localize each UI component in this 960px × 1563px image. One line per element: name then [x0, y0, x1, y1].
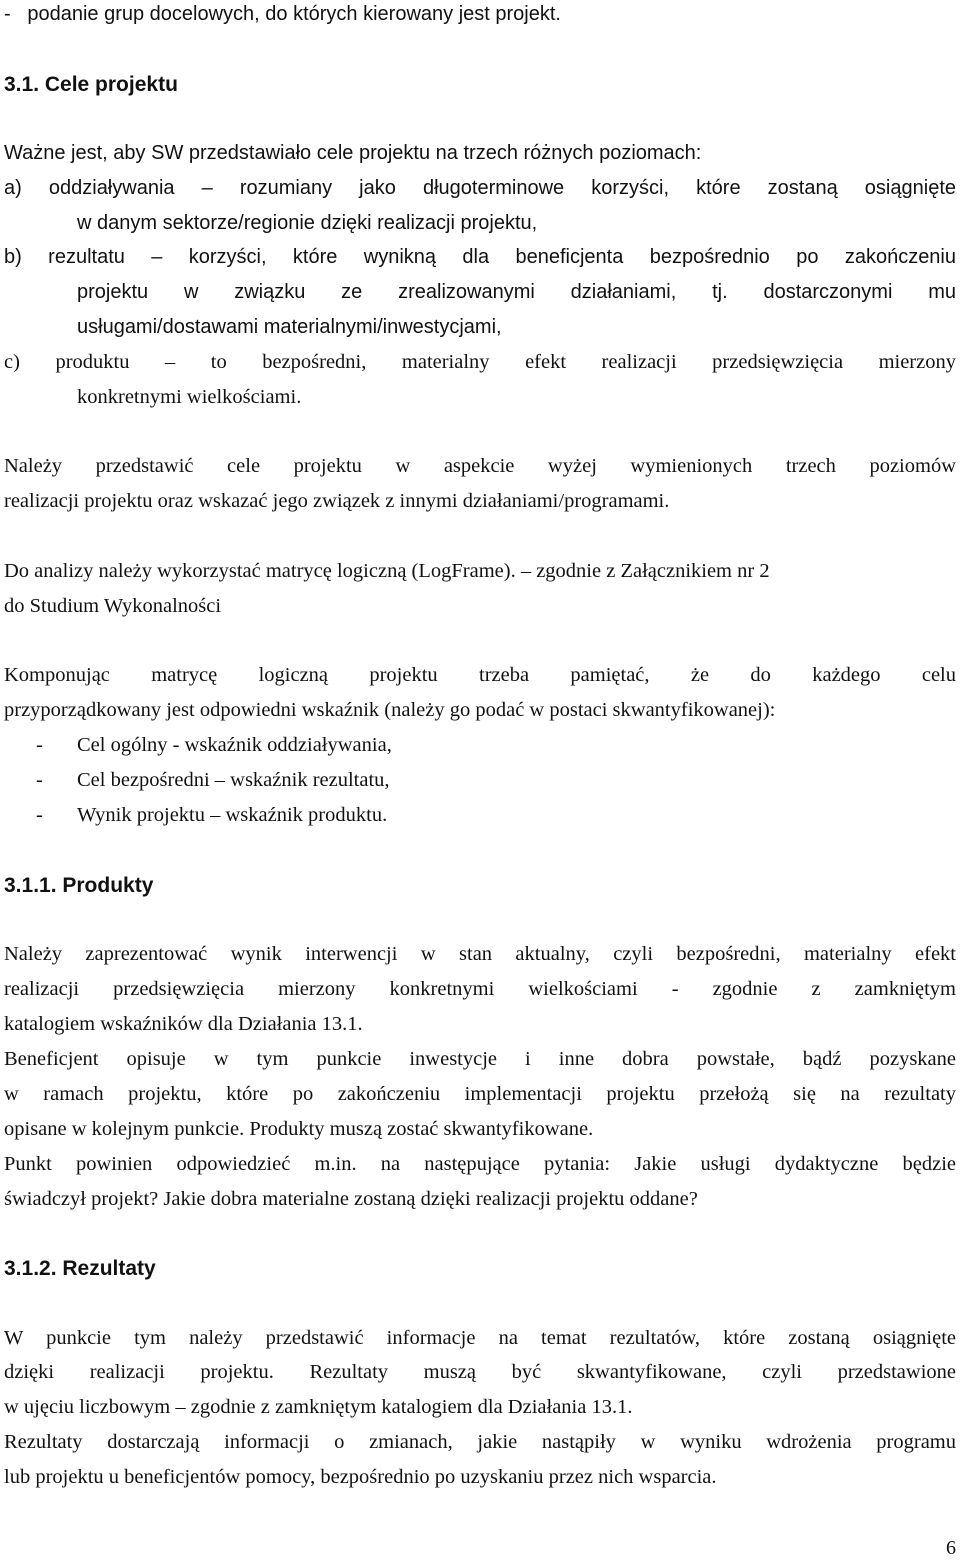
list-item-a-line1: a) oddziaływania – rozumiany jako długoterminowe korzyści, które zostaną osiągnięte: [4, 177, 956, 199]
list-item: Cel bezpośredni – wskaźnik rezultatu,: [77, 769, 390, 791]
bullet-marker: -: [36, 804, 43, 826]
heading-cele-projektu: 3.1. Cele projektu: [4, 73, 178, 96]
bullet-marker: -: [36, 769, 43, 791]
list-item: Cel ogólny - wskaźnik oddziaływania,: [77, 734, 392, 756]
list-item-b-line1: b) rezultatu – korzyści, które wynikną dla beneficjenta bezpośrednio po zakończeniu: [4, 246, 956, 268]
paragraph-logframe-1: Do analizy należy wykorzystać matrycę logiczną (LogFrame). – zgodnie z Załącznikiem nr 2: [4, 560, 770, 582]
paragraph-matryca-2: przyporządkowany jest odpowiedni wskaźnik (należy go podać w postaci skwantyfikowanej):: [4, 699, 776, 721]
produkty-p3-line1: Punkt powinien odpowiedzieć m.in. na następujące pytania: Jakie usługi dydaktyczne będzie: [4, 1153, 956, 1175]
rezultaty-p1-line2: dzięki realizacji projektu. Rezultaty muszą być skwantyfikowane, czyli przedstawione: [4, 1361, 956, 1383]
page-number: 6: [946, 1537, 956, 1559]
paragraph-matryca-1: Komponując matrycę logiczną projektu trzeba pamiętać, że do każdego celu: [4, 664, 956, 686]
rezultaty-p2-line2: lub projektu u beneficjentów pomocy, bezpośrednio po uzyskaniu przez nich wsparcia.: [4, 1466, 717, 1488]
produkty-p2-line2: w ramach projektu, które po zakończeniu implementacji projektu przełożą się na rezultaty: [4, 1083, 956, 1105]
paragraph-cele-2: realizacji projektu oraz wskazać jego związek z innymi działaniami/programami.: [4, 490, 670, 512]
rezultaty-p1-line1: W punkcie tym należy przedstawić informacje na temat rezultatów, które zostaną osiągnięte: [4, 1327, 956, 1349]
produkty-p2-line3: opisane w kolejnym punkcie. Produkty muszą zostać skwantyfikowane.: [4, 1118, 594, 1140]
heading-produkty: 3.1.1. Produkty: [4, 874, 154, 897]
cele-intro: Ważne jest, aby SW przedstawiało cele projektu na trzech różnych poziomach:: [4, 142, 702, 164]
bullet-marker: -: [36, 734, 43, 756]
list-item-c-line1: c) produktu – to bezpośredni, materialny efekt realizacji przedsięwzięcia mierzony: [4, 351, 956, 373]
produkty-p3-line2: świadczył projekt? Jakie dobra materialne zostaną dzięki realizacji projektu oddane?: [4, 1188, 698, 1210]
list-item-b-line2: projektu w związku ze zrealizowanymi działaniami, tj. dostarczonymi mu: [77, 281, 956, 303]
rezultaty-p2-line1: Rezultaty dostarczają informacji o zmianach, jakie nastąpiły w wyniku wdrożenia programu: [4, 1431, 956, 1453]
produkty-p1-line1: Należy zaprezentować wynik interwencji w stan aktualny, czyli bezpośredni, materialny efekt: [4, 943, 956, 965]
paragraph-logframe-2: do Studium Wykonalności: [4, 595, 222, 617]
list-item: Wynik projektu – wskaźnik produktu.: [77, 804, 388, 826]
list-item-b-line3: usługami/dostawami materialnymi/inwestycjami,: [77, 316, 502, 338]
list-item-a-line2: w danym sektorze/regionie dzięki realizacji projektu,: [77, 212, 538, 234]
produkty-p1-line2: realizacji przedsięwzięcia mierzony konkretnymi wielkościami - zgodnie z zamkniętym: [4, 978, 956, 1000]
produkty-p2-line1: Beneficjent opisuje w tym punkcie inwestycje i inne dobra powstałe, bądź pozyskane: [4, 1048, 956, 1070]
produkty-p1-line3: katalogiem wskaźników dla Działania 13.1.: [4, 1013, 363, 1035]
paragraph-cele-1: Należy przedstawić cele projektu w aspekcie wyżej wymienionych trzech poziomów: [4, 455, 956, 477]
rezultaty-p1-line3: w ujęciu liczbowym – zgodnie z zamkniętym katalogiem dla Działania 13.1.: [4, 1396, 633, 1418]
list-item-c-line2: konkretnymi wielkościami.: [77, 386, 302, 408]
intro-fragment: - podanie grup docelowych, do których kierowany jest projekt.: [4, 3, 561, 25]
heading-rezultaty: 3.1.2. Rezultaty: [4, 1257, 156, 1280]
